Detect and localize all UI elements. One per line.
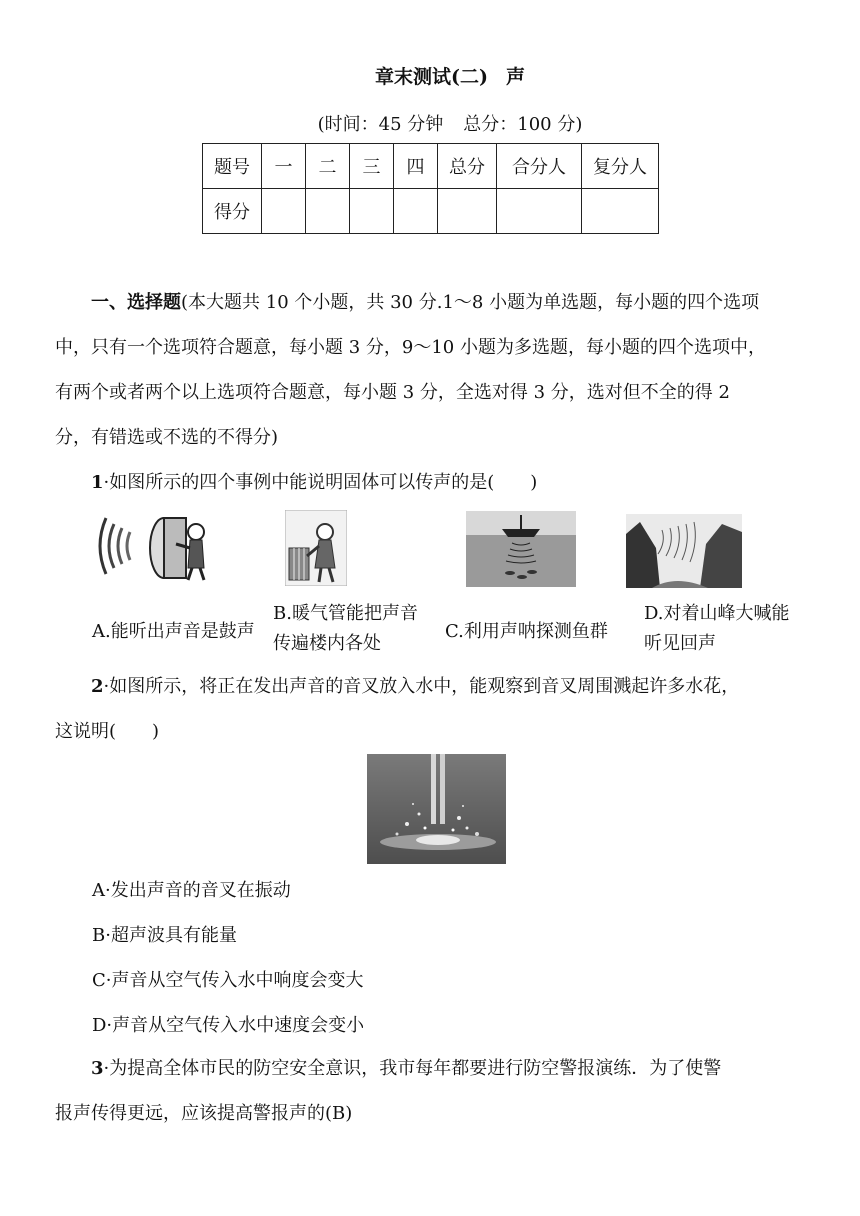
option-a: A·发出声音的音叉在振动 [92, 880, 291, 901]
mountain-echo-figure [626, 514, 742, 588]
sound-wave-arc [100, 518, 106, 574]
sound-wave-arc [127, 532, 130, 560]
person-leg [200, 568, 204, 580]
person-leg [319, 568, 321, 582]
option-c-caption: C.利用声呐探测鱼群 [445, 621, 608, 642]
score-input-cell [350, 189, 394, 234]
tuning-fork-figure [367, 754, 506, 864]
radiator-figure [285, 510, 347, 586]
section1-instructions [55, 280, 811, 460]
fork-prong [431, 754, 436, 824]
drum-body [164, 518, 186, 578]
question-number: 3 [91, 1058, 104, 1079]
score-cell: 三 [350, 144, 394, 189]
fish-icon [527, 570, 537, 574]
option-b-caption [273, 599, 418, 659]
score-cell: 复分人 [582, 144, 659, 189]
caption-line: 听见回声 [644, 633, 716, 654]
exam-info [0, 110, 860, 136]
score-table [202, 143, 659, 234]
boat-hull [502, 529, 540, 537]
question-text: 报声传得更远，应该提高警报声的(B) [55, 1103, 353, 1124]
fish-icon [505, 571, 515, 575]
person-leg [188, 568, 192, 580]
score-input-cell [438, 189, 497, 234]
person-head [188, 524, 204, 540]
score-input-cell [394, 189, 438, 234]
score-cell: 题号 [203, 144, 262, 189]
splash-center [416, 835, 460, 845]
score-cell: 总分 [438, 144, 497, 189]
water-droplet [424, 827, 427, 830]
question-text: ·如图所示，将正在发出声音的音叉放入水中，能观察到音叉周围溅起许多水花， [103, 676, 740, 697]
score-table-score-row [203, 189, 659, 234]
water-droplet [462, 805, 464, 807]
exam-total: 总分：100 分) [463, 114, 583, 135]
section1-heading: 一、选择题 [91, 292, 181, 313]
water-droplet [452, 829, 455, 832]
question-text: ·如图所示的四个事例中能说明固体可以传声的是( ) [103, 472, 538, 493]
person-body [188, 540, 204, 568]
instructions-line: 分，有错选或不选的不得分) [55, 427, 279, 448]
score-cell: 四 [394, 144, 438, 189]
title-main: 章末测试(二) [375, 66, 488, 88]
page-title [0, 62, 860, 89]
question-number: 1 [91, 472, 104, 493]
score-input-cell [306, 189, 350, 234]
score-input-cell [582, 189, 659, 234]
score-cell: 合分人 [497, 144, 582, 189]
instructions-line: 有两个或者两个以上选项符合题意，每小题 3 分，全选对得 3 分，选对但不全的得 2 [55, 382, 730, 403]
person-body [315, 540, 335, 568]
question-1 [55, 460, 811, 505]
option-c: C·声音从空气传入水中响度会变大 [92, 970, 364, 991]
exam-time: (时间：45 分钟 [317, 114, 444, 135]
water-droplet [405, 822, 409, 826]
question-3 [55, 1046, 811, 1136]
score-table-header-row [203, 144, 659, 189]
water-droplet [466, 827, 469, 830]
score-cell: 得分 [203, 189, 262, 234]
instructions-line: 中，只有一个选项符合题意，每小题 3 分，9～10 小题为多选题，每小题的四个选项中， [55, 337, 766, 358]
option-d: D·声音从空气传入水中速度会变小 [92, 1015, 365, 1036]
score-input-cell [262, 189, 306, 234]
water-droplet [418, 813, 421, 816]
question-text: 这说明( ) [55, 721, 160, 742]
sonar-figure [466, 511, 576, 587]
title-topic: 声 [505, 66, 525, 88]
score-cell: 一 [262, 144, 306, 189]
fish-icon [517, 575, 527, 579]
option-b: B·超声波具有能量 [92, 925, 237, 946]
water-droplet [457, 816, 461, 820]
person-head [317, 524, 333, 540]
question-text: ·为提高全体市民的防空安全意识，我市每年都要进行防空警报演练．为了使警 [103, 1058, 722, 1079]
sound-wave-arc [118, 528, 122, 564]
caption-line: B.暖气管能把声音 [273, 603, 418, 624]
caption-line: 传遍楼内各处 [273, 633, 381, 654]
score-input-cell [497, 189, 582, 234]
option-a-caption: A.能听出声音是鼓声 [92, 621, 255, 642]
instructions-line: (本大题共 10 个小题，共 30 分.1～8 小题为单选题，每小题的四个选项 [181, 292, 760, 313]
water-droplet [475, 832, 479, 836]
water-droplet [412, 803, 414, 805]
water-droplet [396, 833, 399, 836]
fork-prong [440, 754, 445, 824]
caption-line: D.对着山峰大喊能 [644, 603, 790, 624]
score-cell: 二 [306, 144, 350, 189]
question-2 [55, 664, 811, 754]
sound-wave-arc [109, 524, 114, 568]
option-d-caption [644, 599, 790, 659]
drum-figure [92, 510, 210, 582]
question-number: 2 [91, 676, 104, 697]
water [466, 535, 576, 587]
